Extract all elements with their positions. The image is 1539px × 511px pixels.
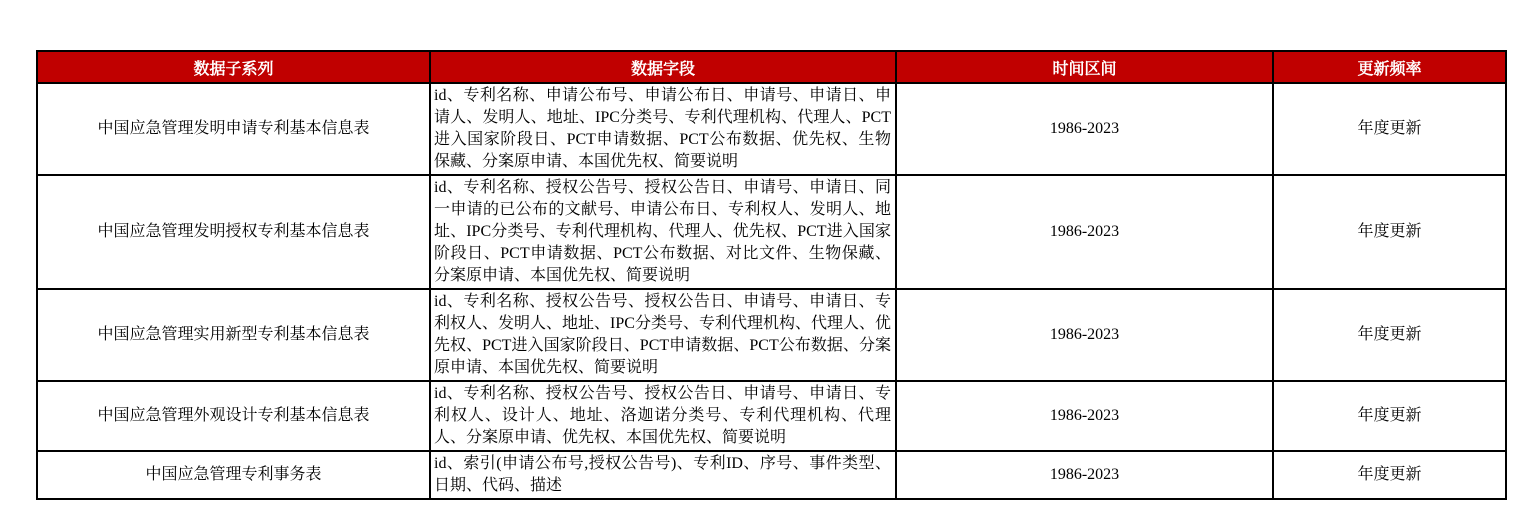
column-header-fields: 数据字段	[430, 51, 896, 83]
table-row	[37, 381, 1506, 451]
cell-frequency: 年度更新	[1273, 175, 1506, 289]
cell-period: 1986-2023	[896, 83, 1273, 175]
cell-series: 中国应急管理发明申请专利基本信息表	[37, 83, 430, 175]
cell-fields: id、专利名称、申请公布号、申请公布日、申请号、申请日、申请人、发明人、地址、IPC分类号、专利代理机构、代理人、PCT进入国家阶段日、PCT申请数据、PCT公布数据、优先权、生物保藏、分案原申请、本国优先权、简要说明	[430, 83, 896, 175]
cell-fields: id、专利名称、授权公告号、授权公告日、申请号、申请日、同一申请的已公布的文献号、申请公布日、专利权人、发明人、地址、IPC分类号、专利代理机构、代理人、优先权、PCT进入国家阶段日、PCT申请数据、PCT公布数据、对比文件、生物保藏、分案原申请、本国优先权、简要说明	[430, 175, 896, 289]
cell-period: 1986-2023	[896, 381, 1273, 451]
cell-period: 1986-2023	[896, 289, 1273, 381]
cell-period: 1986-2023	[896, 451, 1273, 499]
cell-series: 中国应急管理实用新型专利基本信息表	[37, 289, 430, 381]
cell-frequency: 年度更新	[1273, 381, 1506, 451]
cell-frequency: 年度更新	[1273, 289, 1506, 381]
column-header-series: 数据子系列	[37, 51, 430, 83]
column-header-frequency: 更新频率	[1273, 51, 1506, 83]
table-row	[37, 175, 1506, 289]
cell-fields: id、专利名称、授权公告号、授权公告日、申请号、申请日、专利权人、设计人、地址、洛迦诺分类号、专利代理机构、代理人、分案原申请、优先权、本国优先权、简要说明	[430, 381, 896, 451]
table-row	[37, 451, 1506, 499]
cell-frequency: 年度更新	[1273, 83, 1506, 175]
cell-period: 1986-2023	[896, 175, 1273, 289]
cell-series: 中国应急管理外观设计专利基本信息表	[37, 381, 430, 451]
cell-fields: id、索引(申请公布号,授权公告号)、专利ID、序号、事件类型、日期、代码、描述	[430, 451, 896, 499]
column-header-period: 时间区间	[896, 51, 1273, 83]
cell-series: 中国应急管理发明授权专利基本信息表	[37, 175, 430, 289]
patent-data-series-table	[36, 50, 1507, 500]
cell-frequency: 年度更新	[1273, 451, 1506, 499]
header-row	[37, 51, 1506, 83]
cell-fields: id、专利名称、授权公告号、授权公告日、申请号、申请日、专利权人、发明人、地址、IPC分类号、专利代理机构、代理人、优先权、PCT进入国家阶段日、PCT申请数据、PCT公布数据、分案原申请、本国优先权、简要说明	[430, 289, 896, 381]
cell-series: 中国应急管理专利事务表	[37, 451, 430, 499]
table-row	[37, 83, 1506, 175]
table-row	[37, 289, 1506, 381]
